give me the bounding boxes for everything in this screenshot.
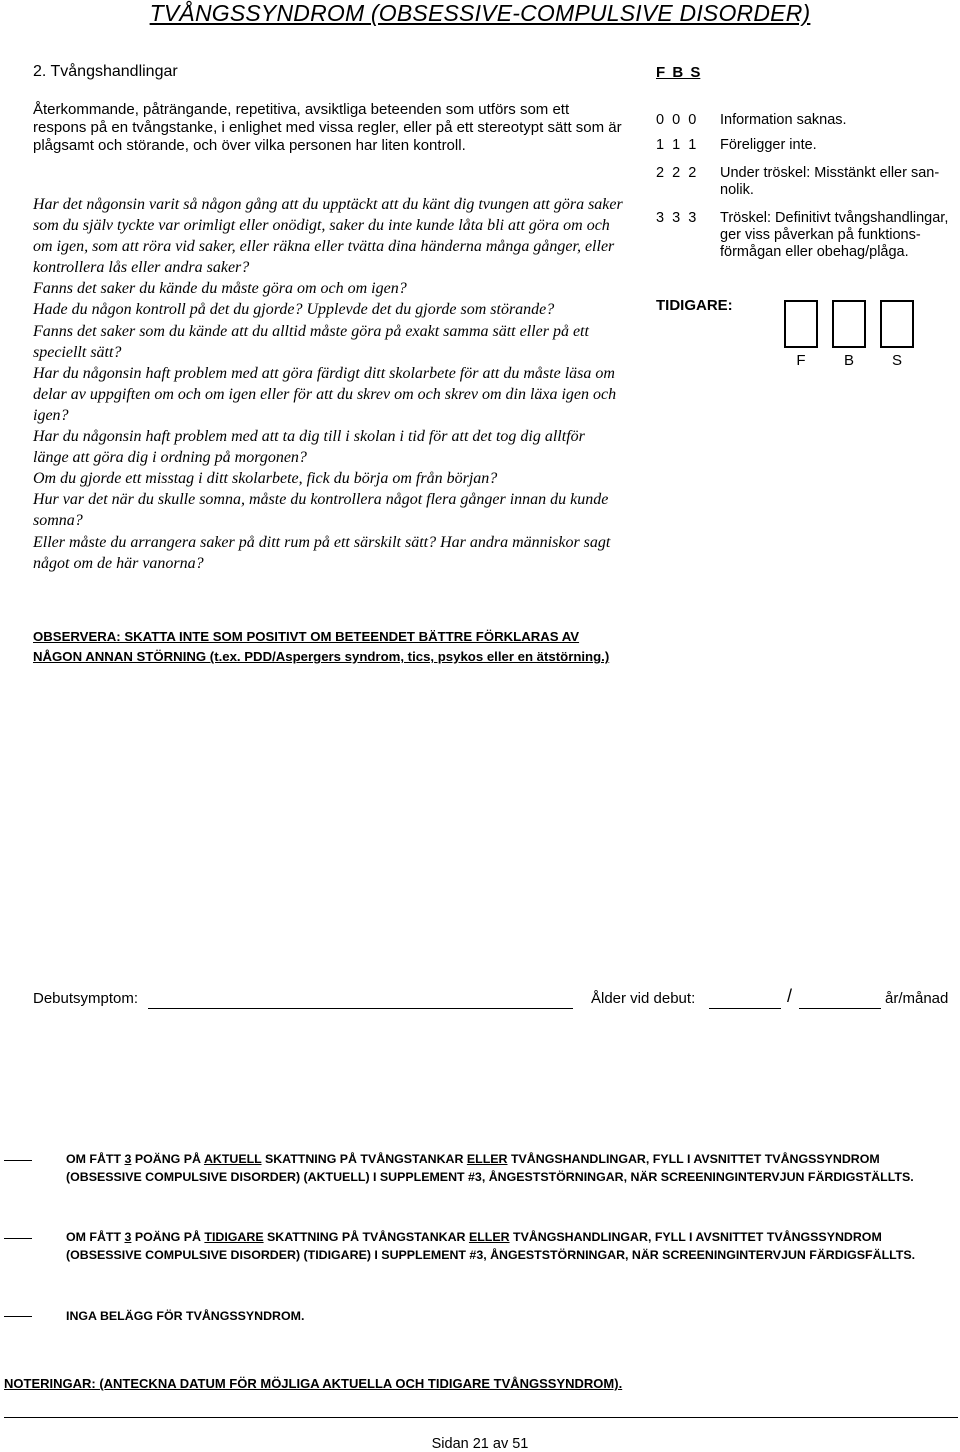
section-title: 2. Tvångshandlingar xyxy=(33,63,178,80)
instruction-text: OM FÅTT xyxy=(66,1152,125,1166)
interview-questions xyxy=(33,194,623,574)
question: Om du gjorde ett misstag i ditt skolarbete, fick du börja om från början? xyxy=(33,470,498,488)
age-unit: år/månad xyxy=(885,990,949,1007)
scale-row-2[interactable] xyxy=(656,165,956,199)
instruction-current xyxy=(66,1150,958,1186)
rating-box-s[interactable] xyxy=(880,300,914,348)
rating-scale xyxy=(656,112,956,269)
scale-row-0[interactable] xyxy=(656,112,956,129)
notes-heading: NOTERINGAR: (ANTECKNA DATUM FÖR MÖJLIGA AKTUELLA OCH TIDIGARE TVÅNGSSYNDROM). xyxy=(4,1376,623,1391)
scale-row-3[interactable] xyxy=(656,210,956,261)
age-months-field[interactable] xyxy=(799,992,881,1009)
debut-symptom-field[interactable] xyxy=(148,992,573,1009)
page-number: Sidan 21 av 51 xyxy=(431,1436,529,1452)
scale-description: Under tröskel: Misstänkt eller sannolik. xyxy=(720,165,940,198)
instruction-text: AKTUELL xyxy=(203,1152,262,1166)
instruction-text: 3 xyxy=(124,1230,132,1244)
instruction-text: TVÅNGSHANDLINGAR, FYLL I AVSNITTET TVÅNGSSYNDROM (OBSESSIVE COMPULSIVE DISORDER) (TIDIGARE) I SUPPLEMENT #3, ÅNGESTSTÖRNINGAR, NÄR SCREENINGINTERVJUN FÄRDIGSFÄLLTS. xyxy=(66,1230,916,1263)
scale-description: Information saknas. xyxy=(720,112,847,128)
question: Har det någonsin varit så någon gång att du upptäckt att du känt dig tvungen att göra saker som du själv tyckte var orimligt eller onödigt, saker du inte kunde låta bli att göra om och om igen, som att röra vid saker, eller räkna eller tvätta dina händerna många gånger, eller kontrollera lås eller andra saker? xyxy=(33,196,623,277)
age-label: Ålder vid debut: xyxy=(591,990,696,1007)
instruction-text: POÄNG PÅ xyxy=(131,1230,205,1244)
instruction-text: 3 xyxy=(124,1152,132,1166)
scale-codes: 2 2 2 xyxy=(656,165,697,181)
box-label-b: B xyxy=(843,352,854,369)
fbs-column-header: F B S xyxy=(656,64,701,81)
instruction-text: TIDIGARE xyxy=(204,1230,264,1244)
age-years-field[interactable] xyxy=(709,992,781,1009)
tidigare-label: TIDIGARE: xyxy=(656,297,733,314)
question: Eller måste du arrangera saker på ditt rum på ett särskilt sätt? Har andra människor sagt något om de här vanorna? xyxy=(33,533,611,572)
rating-box-b[interactable] xyxy=(832,300,866,348)
age-separator: / xyxy=(787,986,793,1006)
instruction-text: TVÅNGSHANDLINGAR, FYLL I AVSNITTET TVÅNGSSYNDROM (OBSESSIVE COMPULSIVE DISORDER) (AKTUELL) I SUPPLEMENT #3, ÅNGESTSTÖRNINGAR, NÄR SCREENINGINTERVJUN FÄRDIGSTÄLLTS. xyxy=(66,1152,914,1185)
instruction-text: SKATTNING PÅ TVÅNGSTANKAR xyxy=(263,1230,469,1244)
instruction-text: OM FÅTT xyxy=(66,1230,125,1244)
question: Har du någonsin haft problem med att ta dig till i skolan i tid för att det tog dig alltför länge att göra dig i ordning på morgonen? xyxy=(33,428,585,467)
question: Har du någonsin haft problem med att göra färdigt ditt skolarbete för att du måste läsa om delar av uppgiften om och om igen eller för att du skrev om och skrev om din läxa igen och igen? xyxy=(33,364,617,424)
instruction-text: ELLER xyxy=(466,1152,508,1166)
instruction-text: POÄNG PÅ xyxy=(131,1152,204,1166)
scale-codes: 1 1 1 xyxy=(656,137,697,153)
debut-label: Debutsymptom: xyxy=(33,990,139,1007)
box-label-f: F xyxy=(796,352,806,369)
question: Fanns det saker du kände du måste göra om och om igen? xyxy=(33,280,407,298)
question: Hur var det när du skulle somna, måste du kontrollera något flera gånger innan du kunde somna? xyxy=(33,491,609,530)
checkbox-line-none[interactable] xyxy=(4,1316,32,1317)
instruction-text: SKATTNING PÅ TVÅNGSTANKAR xyxy=(261,1152,467,1166)
onset-row xyxy=(33,986,953,1014)
definition-text: Återkommande, påträngande, repetitiva, avsiktliga beteenden som utförs som ett respons på en tvångstanke, i enlighet med vissa regler, eller på ett stereotypt sätt som är plågsamt och störande, och över vilka personen har liten kontroll. xyxy=(33,101,622,155)
rating-box-f[interactable] xyxy=(784,300,818,348)
scale-codes: 0 0 0 xyxy=(656,112,697,128)
scale-codes: 3 3 3 xyxy=(656,210,697,226)
question: Hade du någon kontroll på det du gjorde? Upplevde det du gjorde som störande? xyxy=(33,301,555,319)
question: Fanns det saker som du kände att du alltid måste göra på exakt samma sätt eller på ett speciellt sätt? xyxy=(33,322,589,361)
scale-description: Föreligger inte. xyxy=(720,137,817,153)
instruction-past xyxy=(66,1228,958,1264)
divider xyxy=(4,1417,958,1418)
page-title: TVÅNGSSYNDROM (OBSESSIVE-COMPULSIVE DISORDER) xyxy=(149,0,811,26)
observation-note: OBSERVERA: SKATTA INTE SOM POSITIVT OM BETEENDET BÄTTRE FÖRKLARAS AV NÅGON ANNAN STÖRNING (t.ex. PDD/Aspergers syndrom, tics, psykos eller en ätstörning.) xyxy=(33,629,610,664)
scale-row-1[interactable] xyxy=(656,137,956,154)
checkbox-line-past[interactable] xyxy=(4,1238,32,1239)
instruction-text: ELLER xyxy=(468,1230,510,1244)
checkbox-line-current[interactable] xyxy=(4,1160,32,1161)
scale-description: Tröskel: Definitivt tvångshandlingar, ger viss påverkan på funktionsförmågan eller obehag/plåga. xyxy=(720,210,949,260)
box-label-s: S xyxy=(891,352,902,369)
instruction-none: INGA BELÄGG FÖR TVÅNGSSYNDROM. xyxy=(66,1309,305,1323)
